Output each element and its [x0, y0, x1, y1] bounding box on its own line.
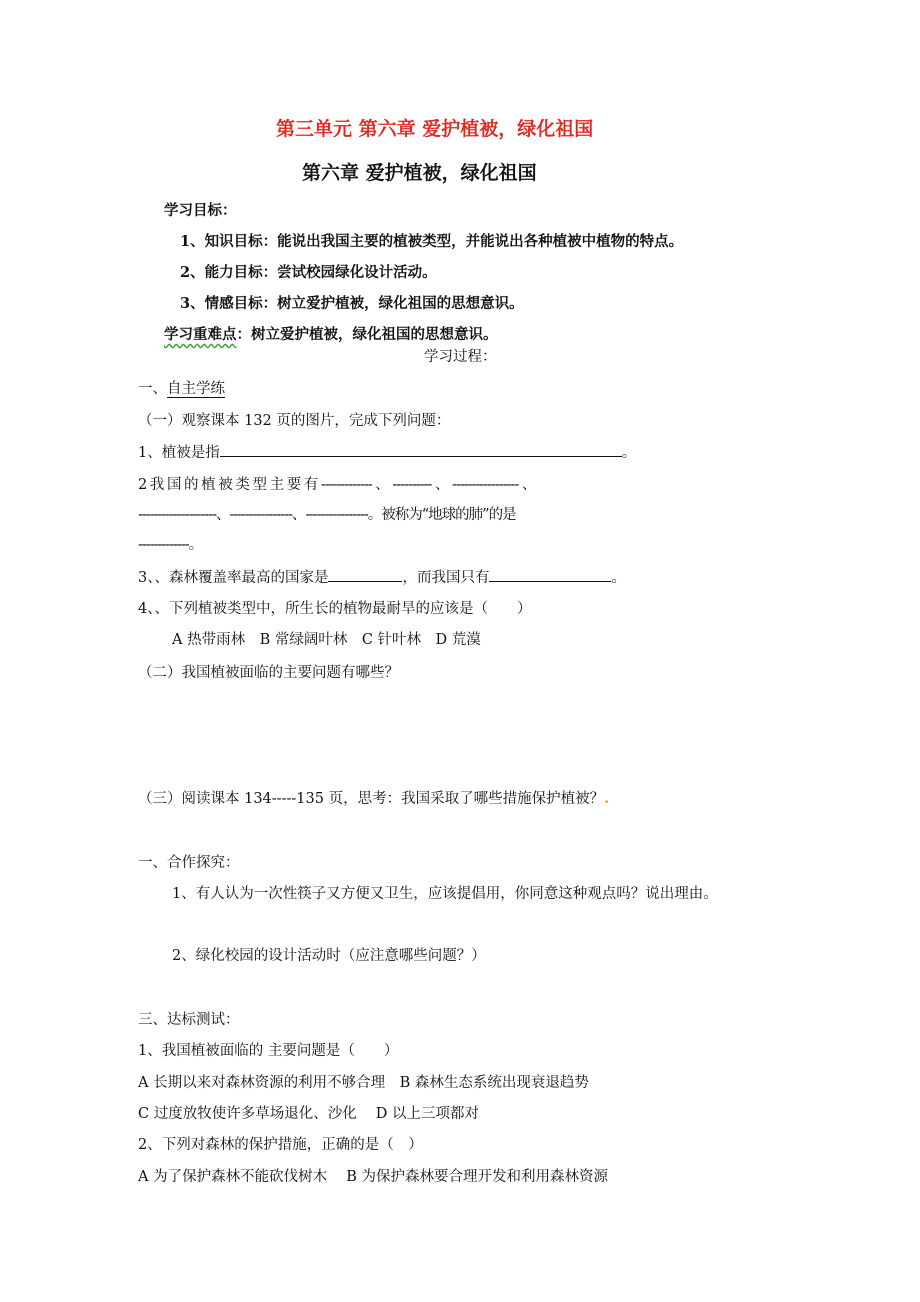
section3-question-1-options-cd: C 过度放牧使许多草场退化、沙化 D 以上三项都对	[138, 1106, 480, 1122]
q3-middle: ，而我国只有	[402, 570, 490, 586]
key-points-label: 学习重难点	[164, 326, 237, 343]
section3-question-1-options-ab: A 长期以来对森林资源的利用不够合理 B 森林生态系统出现衰退趋势	[138, 1075, 589, 1091]
question-1	[138, 441, 636, 462]
part3-dot: .	[604, 790, 610, 807]
key-points	[164, 323, 498, 344]
q1-suffix: 。	[621, 445, 637, 461]
key-points-text: ：树立爱护植被，绿化祖国的思想意识。	[236, 326, 498, 343]
section1-title	[138, 377, 225, 398]
part1-title: （一）观察课本 132 页的图片，完成下列问题：	[138, 413, 451, 429]
page-title: 第三单元 第六章 爱护植被，绿化祖国	[276, 118, 594, 140]
section3-title: 三、达标测试：	[138, 1012, 240, 1028]
question-4: 4、、下列植被类型中，所生长的植物最耐旱的应该是（ ）	[138, 601, 532, 617]
section2-title: 一、合作探究：	[138, 855, 240, 871]
section2-question-2: 2、绿化校园的设计活动时（应注意哪些问题？）	[172, 948, 486, 964]
objective-knowledge: 1、知识目标：能说出我国主要的植被类型，并能说出各种植被中植物的特点。	[180, 233, 684, 250]
chapter-subtitle: 第六章 爱护植被，绿化祖国	[302, 162, 537, 184]
question-4-options: A 热带雨林 B 常绿阔叶林 C 针叶林 D 荒漠	[172, 632, 481, 648]
process-title: 学习过程：	[424, 349, 497, 365]
section3-question-2-options-ab: A 为了保护森林不能砍伐树木 B 为保护森林要合理开发和利用森林资源	[138, 1169, 608, 1185]
question-2-line2: --------------------、----------------、----------------。被称为“地球的肺”的是	[138, 507, 516, 523]
part3-title-text: （三）阅读课本 134-----135 页，思考：我国采取了哪些措施保护植被？	[138, 791, 605, 807]
q3-answer-blank-2[interactable]	[489, 566, 611, 582]
question-2-line3: -------------。	[138, 537, 203, 553]
section1-number: 一、	[138, 381, 167, 397]
section2-question-1: 1、有人认为一次性筷子又方便又卫生，应该提倡用，你同意这种观点吗？说出理由。	[172, 886, 718, 902]
question-2-line1: 2 我 国 的 植 被 类 型 主 要 有 ------------- 、 ---------- 、 ----------------- 、	[138, 477, 536, 493]
question-3	[138, 566, 626, 587]
objective-emotion: 3、情感目标：树立爱护植被，绿化祖国的思想意识。	[180, 295, 524, 312]
q3-suffix: 。	[611, 570, 626, 586]
q3-answer-blank-1[interactable]	[328, 566, 402, 582]
part3-title	[138, 787, 609, 808]
objectives-heading: 学习目标：	[164, 202, 237, 219]
section3-question-1: 1、我国植被面临的 主要问题是（ ）	[138, 1043, 399, 1059]
section3-question-2: 2、下列对森林的保护措施，正确的是（ ）	[138, 1137, 423, 1153]
section1-title-text: 自主学练	[167, 381, 225, 397]
q3-prefix: 3、、森林覆盖率最高的国家是	[138, 570, 329, 586]
q1-prefix: 1、植被是指	[138, 445, 220, 461]
part2-title: （二）我国植被面临的主要问题有哪些？	[138, 665, 399, 681]
objective-ability: 2、能力目标：尝试校园绿化设计活动。	[180, 264, 437, 281]
q1-answer-blank[interactable]	[220, 441, 622, 457]
